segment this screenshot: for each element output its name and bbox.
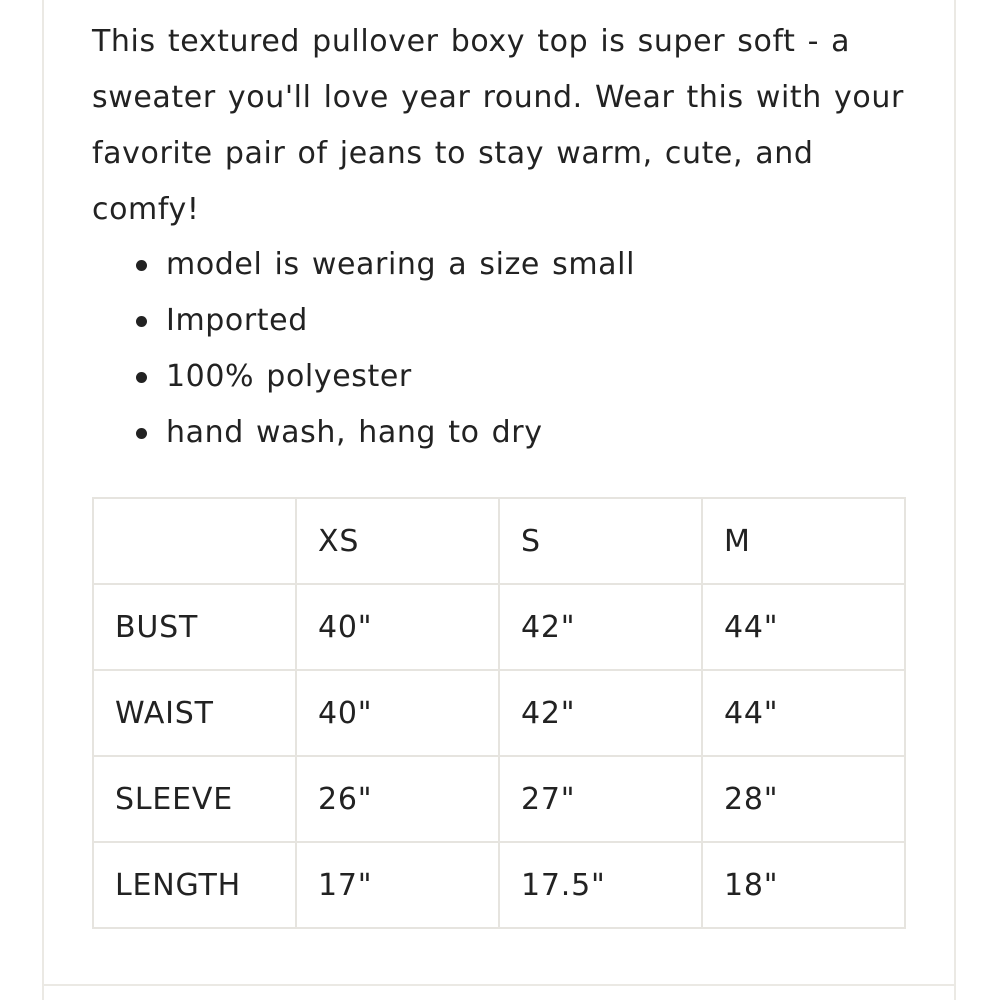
size-header-row <box>93 498 905 584</box>
measurement-label: LENGTH <box>93 842 296 928</box>
measurement-value: 40" <box>296 584 499 670</box>
header-cell-xs: XS <box>296 498 499 584</box>
measurement-value: 42" <box>499 584 702 670</box>
measurement-label: SLEEVE <box>93 756 296 842</box>
detail-item <box>120 237 635 293</box>
measurement-label: BUST <box>93 584 296 670</box>
table-row <box>93 670 905 756</box>
measurement-value: 44" <box>702 584 905 670</box>
table-row <box>93 756 905 842</box>
detail-text: 100% polyester <box>166 359 412 394</box>
measurement-value: 17.5" <box>499 842 702 928</box>
detail-text: hand wash, hang to dry <box>166 415 543 450</box>
bullet-icon <box>136 428 147 439</box>
bullet-icon <box>136 260 147 271</box>
measurement-value: 44" <box>702 670 905 756</box>
header-cell-empty <box>93 498 296 584</box>
product-description: This textured pullover boxy top is super soft - a sweater you'll love year round. Wear this with your favorite pair of jeans to stay warm, cute, and comfy! <box>92 24 904 227</box>
measurement-label: WAIST <box>93 670 296 756</box>
product-details-list <box>120 237 635 461</box>
measurement-value: 40" <box>296 670 499 756</box>
detail-item <box>120 293 635 349</box>
section-divider <box>42 984 956 986</box>
measurement-value: 42" <box>499 670 702 756</box>
header-cell-s: S <box>499 498 702 584</box>
bullet-icon <box>136 372 147 383</box>
table-row <box>93 842 905 928</box>
detail-item <box>120 349 635 405</box>
measurement-value: 27" <box>499 756 702 842</box>
measurement-value: 18" <box>702 842 905 928</box>
detail-item <box>120 405 635 461</box>
detail-text: model is wearing a size small <box>166 247 636 282</box>
size-chart-table <box>92 497 906 929</box>
table-row <box>93 584 905 670</box>
bullet-icon <box>136 316 147 327</box>
measurement-value: 28" <box>702 756 905 842</box>
detail-text: Imported <box>166 303 308 338</box>
measurement-value: 17" <box>296 842 499 928</box>
header-cell-m: M <box>702 498 905 584</box>
measurement-value: 26" <box>296 756 499 842</box>
